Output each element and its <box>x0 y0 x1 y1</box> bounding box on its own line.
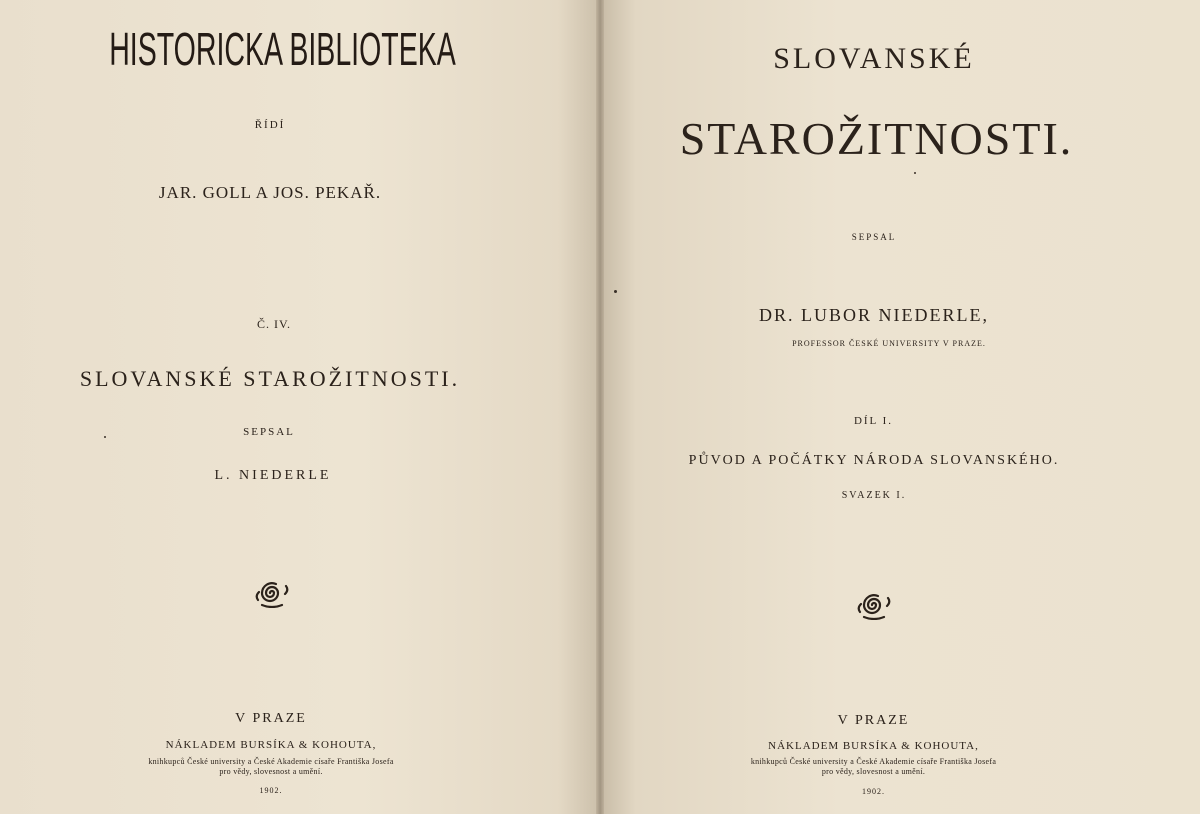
written-by-label: SEPSAL <box>243 426 295 438</box>
author-title: PROFESSOR ČESKÉ UNIVERSITY V PRAZE. <box>792 339 986 348</box>
editors: JAR. GOLL A JOS. PEKAŘ. <box>158 183 382 202</box>
place: V PRAZE <box>837 713 910 728</box>
paper-speck <box>104 436 106 438</box>
volume-number: Č. IV. <box>256 317 292 331</box>
booksellers-line-2: pro vědy, slovesnost a umění. <box>821 767 926 776</box>
edited-by-label: ŘÍDÍ <box>254 119 286 131</box>
paper-speck <box>614 290 617 293</box>
spiral-ornament-icon <box>0 578 600 613</box>
part-title: PŮVOD A POČÁTKY NÁRODA SLOVANSKÉHO. <box>688 453 1060 468</box>
title-line-1: SLOVANSKÉ <box>773 42 975 75</box>
author-name: DR. LUBOR NIEDERLE, <box>759 305 989 325</box>
series-title: HISTORICKA BIBLIOTEKA <box>109 23 456 75</box>
title-line-2: STAROŽITNOSTI. <box>679 113 1074 164</box>
year: 1902. <box>259 786 283 795</box>
volume-number: SVAZEK I. <box>841 490 907 501</box>
right-page <box>600 0 1200 814</box>
part-number: DÍL I. <box>853 415 894 427</box>
booksellers-line: knihkupců České university a České Akademie císaře Františka Josefa <box>750 757 997 766</box>
book-title: SLOVANSKÉ STAROŽITNOSTI. <box>79 366 461 391</box>
author-name: L. NIEDERLE <box>214 468 332 483</box>
place: V PRAZE <box>235 711 307 726</box>
booksellers-line: knihkupců České university a České Akademie císaře Františka Josefa <box>148 757 394 766</box>
spiral-ornament-icon <box>547 590 1200 625</box>
written-by-label: SEPSAL <box>851 232 897 242</box>
book-gutter <box>596 0 604 814</box>
paper-speck <box>914 172 916 174</box>
booksellers-line-2: pro vědy, slovesnost a umění. <box>219 767 323 776</box>
year: 1902. <box>862 787 885 796</box>
publisher: NÁKLADEM BURSÍKA & KOHOUTA, <box>768 740 979 752</box>
publisher: NÁKLADEM BURSÍKA & KOHOUTA, <box>165 739 377 751</box>
